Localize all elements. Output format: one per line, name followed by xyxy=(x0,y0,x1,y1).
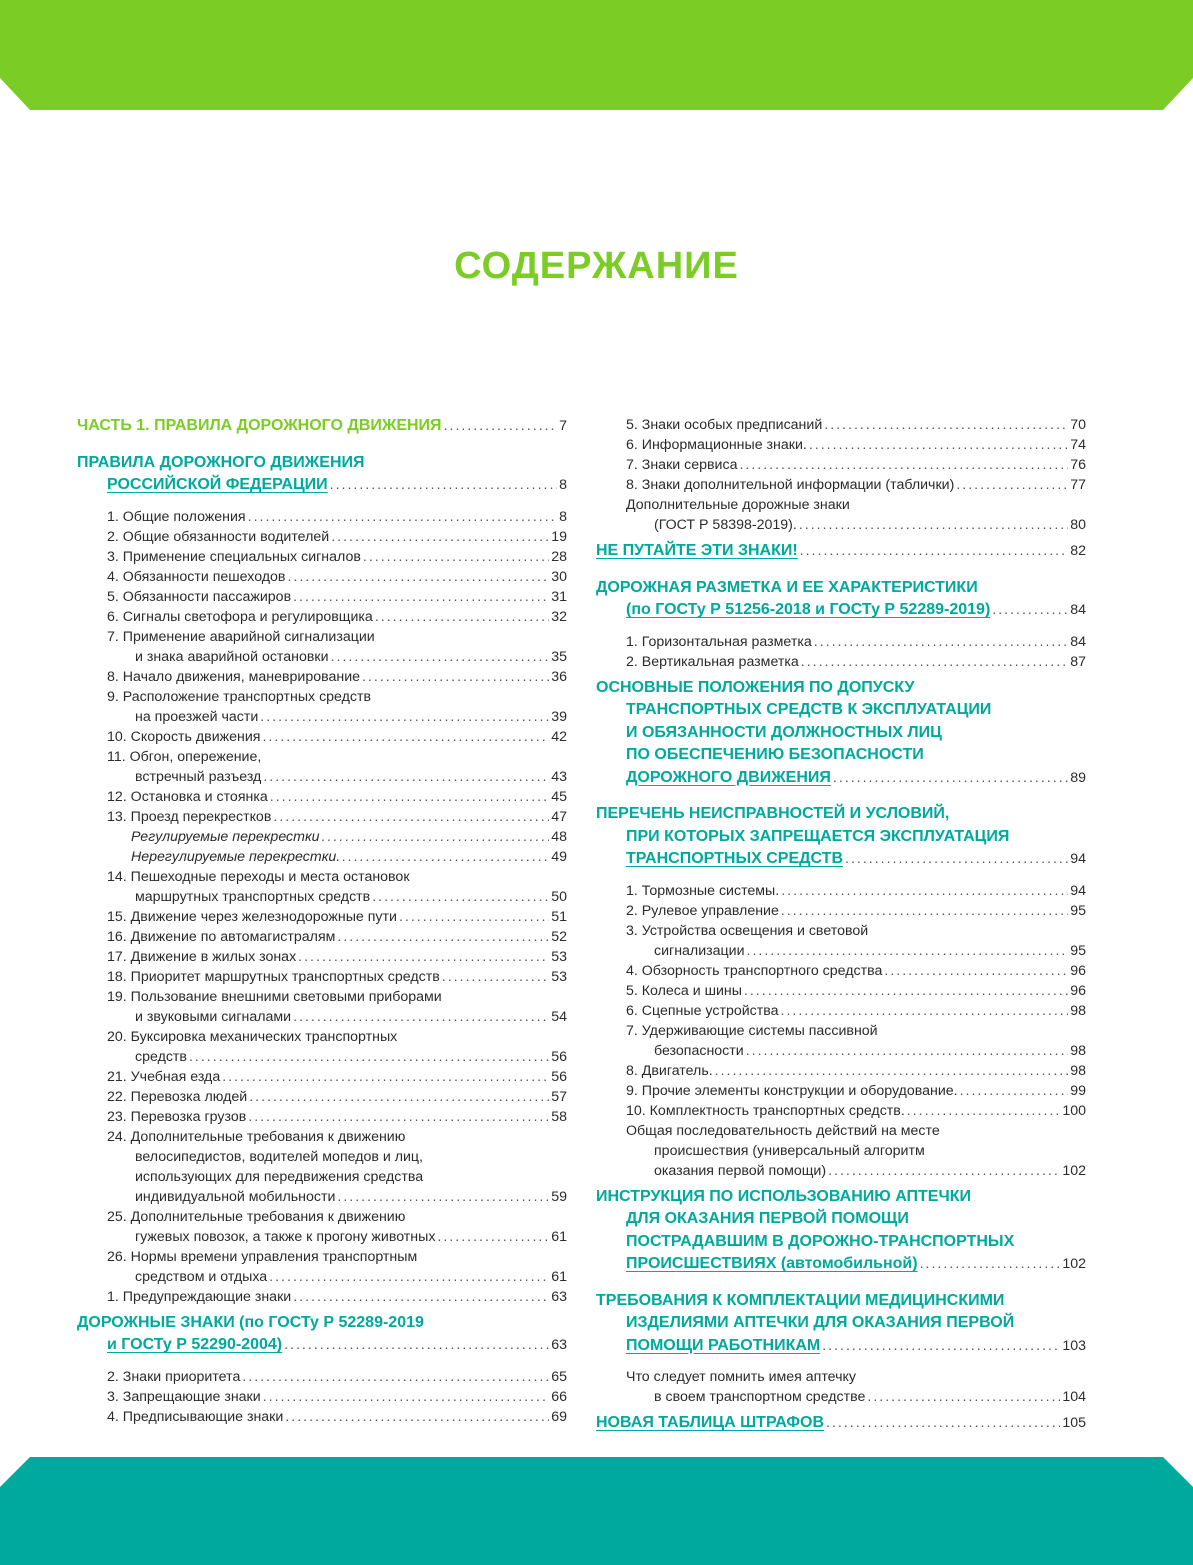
toc-item[interactable]: 7. Применение аварийной сигнализации и знака аварийной остановки ..... 35 xyxy=(107,627,567,667)
toc-right-column xyxy=(596,415,1086,1435)
toc-item[interactable]: 19. Пользование внешними световыми приборами и звуковыми сигналами ..... 54 xyxy=(107,987,567,1027)
page-number: 84 xyxy=(1070,602,1086,618)
toc-signs-list xyxy=(77,1367,567,1427)
toc-item[interactable]: 14. Пешеходные переходы и места остановок маршрутных транспортных средств ..... 50 xyxy=(107,867,567,907)
toc-item[interactable]: 16. Движение по автомагистралям ..... 52 xyxy=(107,927,567,947)
toc-item[interactable]: 5. Колеса и шины ..... 96 xyxy=(626,981,1086,1001)
toc-item[interactable]: 26. Нормы времени управления транспортным средством и отдыха ..... 61 xyxy=(107,1247,567,1287)
toc-item[interactable]: 2. Вертикальная разметка ..... 87 xyxy=(626,652,1086,672)
toc-item[interactable]: 8. Начало движения, маневрирование ..... 36 xyxy=(107,667,567,687)
toc-item[interactable]: Регулируемые перекрестки ..... 48 xyxy=(107,827,567,847)
toc-item[interactable]: 21. Учебная езда ..... 56 xyxy=(107,1067,567,1087)
toc-part1-heading[interactable]: ЧАСТЬ 1. ПРАВИЛА ДОРОЖНОГО ДВИЖЕНИЯ ..... 7 xyxy=(77,415,567,438)
toc-faults-heading[interactable]: ПЕРЕЧЕНЬ НЕИСПРАВНОСТЕЙ И УСЛОВИЙ, ПРИ КОТОРЫХ ЗАПРЕЩАЕТСЯ ЭКСПЛУАТАЦИЯ ТРАНСПОРТНЫХ СРЕДСТВ ..... 94 xyxy=(596,803,1086,871)
toc-item[interactable]: 7. Удерживающие системы пассивной безопасности ..... 98 xyxy=(626,1021,1086,1061)
toc-item[interactable]: 3. Запрещающие знаки ..... 66 xyxy=(107,1387,567,1407)
toc-item[interactable]: 9. Прочие элементы конструкции и оборудование. ..... 99 xyxy=(626,1081,1086,1101)
toc-item[interactable]: 22. Перевозка людей ..... 57 xyxy=(107,1087,567,1107)
toc-signs-heading[interactable]: ДОРОЖНЫЕ ЗНАКИ (по ГОСТу Р 52289-2019 и ГОСТу Р 52290-2004) ..... 63 xyxy=(77,1312,567,1357)
page-number: 103 xyxy=(1062,1337,1086,1354)
toc-item[interactable]: 8. Двигатель. ..... 98 xyxy=(626,1061,1086,1081)
toc-item[interactable]: Дополнительные дорожные знаки (ГОСТ Р 58398-2019). ..... 80 xyxy=(626,495,1086,535)
toc-marking-heading[interactable]: ДОРОЖНАЯ РАЗМЕТКА И ЕЕ ХАРАКТЕРИСТИКИ (по ГОСТу Р 51256-2018 и ГОСТу Р 52289-2019) ..... 84 xyxy=(596,577,1086,622)
toc-item[interactable]: 4. Обязанности пешеходов ..... 30 xyxy=(107,567,567,587)
toc-item[interactable]: 6. Информационные знаки. ..... 74 xyxy=(626,435,1086,455)
toc-item[interactable]: 11. Обгон, опережение, встречный разъезд ..... 43 xyxy=(107,747,567,787)
toc-pdd-list xyxy=(77,507,567,1307)
toc-item[interactable]: 4. Предписывающие знаки ..... 69 xyxy=(107,1407,567,1427)
toc-item[interactable]: 7. Знаки сервиса ..... 76 xyxy=(626,455,1086,475)
page-number: 82 xyxy=(1070,543,1086,559)
page-title: СОДЕРЖАНИЕ xyxy=(454,245,739,287)
toc-confuse-heading[interactable]: НЕ ПУТАЙТЕ ЭТИ ЗНАКИ! ..... 82 xyxy=(596,540,1086,563)
toc-requirements-heading[interactable]: ТРЕБОВАНИЯ К КОМПЛЕКТАЦИИ МЕДИЦИНСКИМИ ИЗДЕЛИЯМИ АПТЕЧКИ ДЛЯ ОКАЗАНИЯ ПЕРВОЙ ПОМОЩИ РАБОТНИКАМ ..... 103 xyxy=(596,1290,1086,1358)
toc-item[interactable]: 10. Комплектность транспортных средств. ..... 100 xyxy=(626,1101,1086,1121)
toc-item[interactable]: 10. Скорость движения ..... 42 xyxy=(107,727,567,747)
toc-item[interactable]: 18. Приоритет маршрутных транспортных средств ..... 53 xyxy=(107,967,567,987)
toc-left-column xyxy=(77,415,567,1427)
toc-item[interactable]: 1. Общие положения ..... 8 xyxy=(107,507,567,527)
toc-item[interactable]: 8. Знаки дополнительной информации (таблички) ..... 77 xyxy=(626,475,1086,495)
toc-faults-list xyxy=(596,881,1086,1181)
page-number: 7 xyxy=(559,418,567,434)
toc-item[interactable]: 9. Расположение транспортных средств на проезжей части ..... 39 xyxy=(107,687,567,727)
toc-item[interactable]: 23. Перевозка грузов ..... 58 xyxy=(107,1107,567,1127)
bottom-teal-band xyxy=(0,1457,1193,1565)
toc-pdd-heading[interactable]: ПРАВИЛА ДОРОЖНОГО ДВИЖЕНИЯ РОССИЙСКОЙ ФЕДЕРАЦИИ ..... 8 xyxy=(77,452,567,497)
toc-item[interactable]: 15. Движение через железнодорожные пути ..... 51 xyxy=(107,907,567,927)
page-number: 63 xyxy=(551,1337,567,1353)
toc-item[interactable]: Нерегулируемые перекрестки. ..... 49 xyxy=(107,847,567,867)
toc-item[interactable]: 1. Горизонтальная разметка ..... 84 xyxy=(626,632,1086,652)
page-number: 94 xyxy=(1070,851,1086,867)
toc-item[interactable]: 17. Движение в жилых зонах ..... 53 xyxy=(107,947,567,967)
toc-signs-list-continued xyxy=(596,415,1086,535)
toc-item[interactable]: 25. Дополнительные требования к движению гужевых повозок, а также к прогону животных ..... 61 xyxy=(107,1207,567,1247)
toc-item[interactable]: 1. Предупреждающие знаки ..... 63 xyxy=(107,1287,567,1307)
top-green-band xyxy=(0,0,1193,110)
toc-item[interactable]: 24. Дополнительные требования к движению велосипедистов, водителей мопедов и лиц, использующих для передвижения средства индивидуальной мобильности ..... 59 xyxy=(107,1127,567,1207)
toc-item[interactable]: 6. Сигналы светофора и регулировщика ..... 32 xyxy=(107,607,567,627)
toc-item[interactable]: 12. Остановка и стоянка ..... 45 xyxy=(107,787,567,807)
toc-item[interactable]: 5. Обязанности пассажиров ..... 31 xyxy=(107,587,567,607)
toc-item[interactable]: 20. Буксировка механических транспортных средств ..... 56 xyxy=(107,1027,567,1067)
toc-firstaid-heading[interactable]: ИНСТРУКЦИЯ ПО ИСПОЛЬЗОВАНИЮ АПТЕЧКИ ДЛЯ ОКАЗАНИЯ ПЕРВОЙ ПОМОЩИ ПОСТРАДАВШИМ В ДОРОЖНО-ТРАНСПОРТНЫХ ПРОИСШЕСТВИЯХ (автомобильной) ..... 102 xyxy=(596,1186,1086,1276)
toc-item[interactable]: 2. Рулевое управление ..... 95 xyxy=(626,901,1086,921)
toc-item[interactable]: Общая последовательность действий на месте происшествия (универсальный алгоритм оказания первой помощи) ..... 102 xyxy=(626,1121,1086,1181)
toc-item[interactable]: 5. Знаки особых предписаний ..... 70 xyxy=(626,415,1086,435)
page-number: 102 xyxy=(1062,1256,1086,1272)
toc-item[interactable]: 1. Тормозные системы. ..... 94 xyxy=(626,881,1086,901)
toc-fines-heading[interactable]: НОВАЯ ТАБЛИЦА ШТРАФОВ ..... 105 xyxy=(596,1412,1086,1435)
toc-item[interactable]: 3. Устройства освещения и световой сигнализации ..... 95 xyxy=(626,921,1086,961)
page-number: 8 xyxy=(559,477,567,493)
toc-basic-heading[interactable]: ОСНОВНЫЕ ПОЛОЖЕНИЯ ПО ДОПУСКУ ТРАНСПОРТНЫХ СРЕДСТВ К ЭКСПЛУАТАЦИИ И ОБЯЗАННОСТИ ДОЛЖНОСТНЫХ ЛИЦ ПО ОБЕСПЕЧЕНИЮ БЕЗОПАСНОСТИ ДОРОЖНОГО ДВИЖЕНИЯ ..... 89 xyxy=(596,677,1086,790)
toc-item[interactable]: 2. Знаки приоритета ..... 65 xyxy=(107,1367,567,1387)
toc-item[interactable]: 6. Сцепные устройства ..... 98 xyxy=(626,1001,1086,1021)
toc-item[interactable]: 13. Проезд перекрестков ..... 47 xyxy=(107,807,567,827)
toc-item[interactable]: 3. Применение специальных сигналов ..... 28 xyxy=(107,547,567,567)
toc-item[interactable]: 4. Обзорность транспортного средства ..... 96 xyxy=(626,961,1086,981)
toc-item[interactable]: 2. Общие обязанности водителей ..... 19 xyxy=(107,527,567,547)
page-number: 89 xyxy=(1070,769,1086,786)
toc-item[interactable]: Что следует помнить имея аптечку в своем транспортном средстве ..... 104 xyxy=(596,1367,1086,1407)
toc-marking-list xyxy=(596,632,1086,672)
page-number: 105 xyxy=(1062,1415,1086,1431)
